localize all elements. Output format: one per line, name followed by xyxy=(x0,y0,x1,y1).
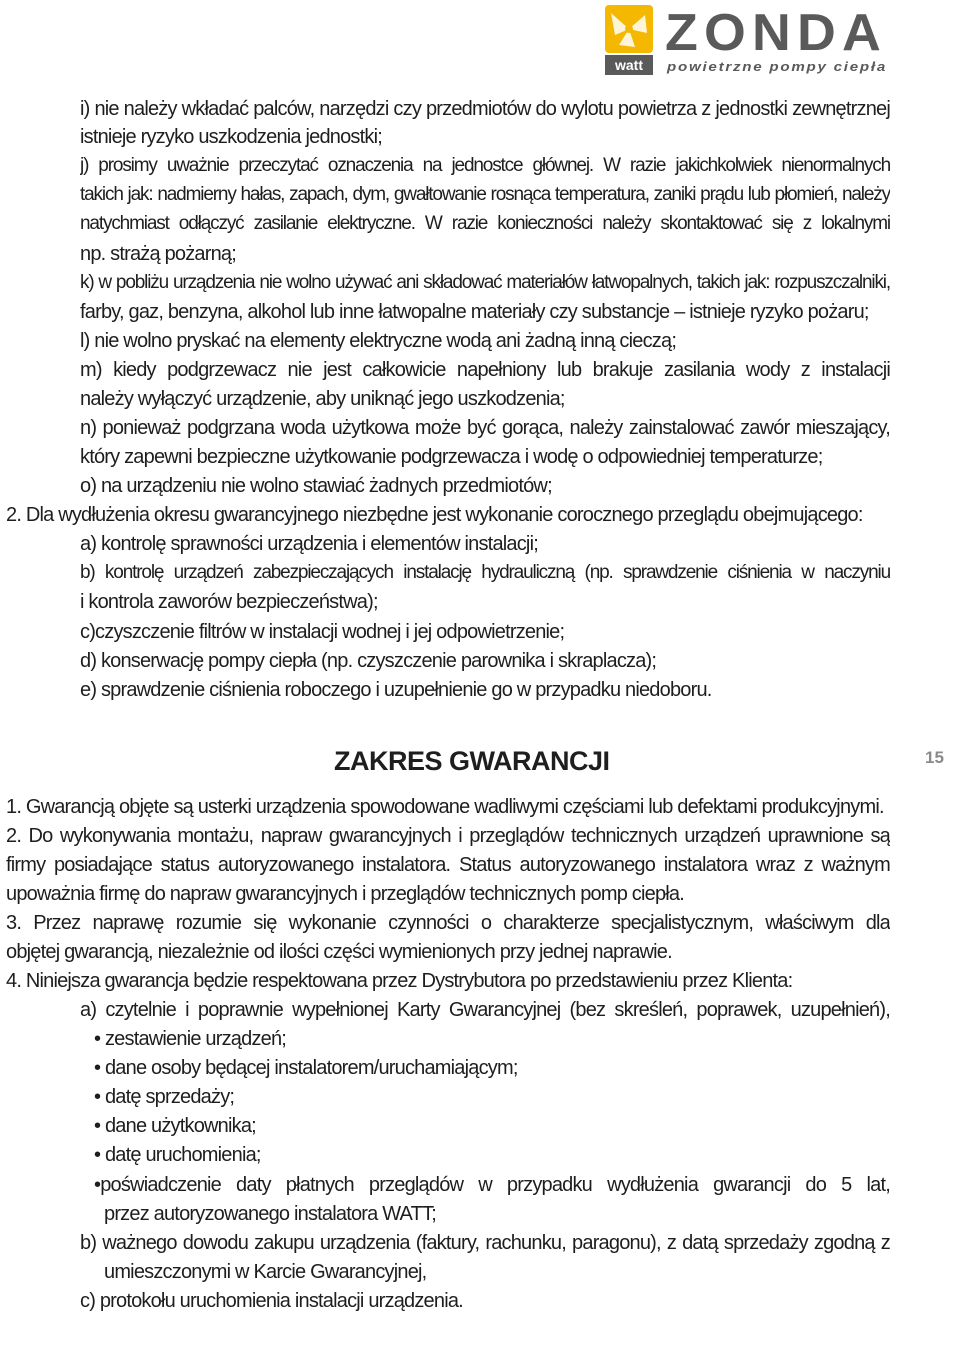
bullet-item-4: • dane użytkownika; xyxy=(94,1115,256,1137)
bullet-item-1: • zestawienie urządzeń; xyxy=(94,1028,287,1050)
text-line-k1: k) w pobliżu urządzenia nie wolno używać ani składować materiałów łatwopalnych, takich jak: rozpuszczalniki, xyxy=(80,272,890,293)
text-line-e1: e) sprawdzenie ciśnienia roboczego i uzupełnienie go w przypadku niedoboru. xyxy=(80,679,712,701)
text-line-gb1: b) ważnego dowodu zakupu urządzenia (faktury, rachunku, paragonu), z datą sprzedaży zgodną z xyxy=(80,1232,890,1254)
text-line-n1: n) ponieważ podgrzana woda użytkowa może być gorąca, należy zainstalować zawór mieszający, xyxy=(80,417,890,439)
text-line-section-2: 2. Dla wydłużenia okresu gwarancyjnego niezbędne jest wykonanie corocznego przeglądu obejmującego: xyxy=(6,504,863,526)
bullet-icon: • xyxy=(94,1174,101,1196)
logo-graphic xyxy=(605,5,895,77)
section-heading: ZAKRES GWARANCJI xyxy=(334,746,610,776)
logo-tagline: powietrzne pompy ciepła xyxy=(665,59,887,74)
bullet-item-6-continued: przez autoryzowanego instalatora WATT; xyxy=(104,1203,436,1225)
text-line-b2: i kontrola zaworów bezpieczeństwa); xyxy=(80,591,378,613)
bullet-item-2: • dane osoby będącej instalatorem/uruchamiającym; xyxy=(94,1057,518,1079)
bullet-icon: • xyxy=(94,1028,105,1050)
bullet-icon: • xyxy=(94,1144,105,1166)
text-line-gb2: umieszczonymi w Karcie Gwarancyjnej, xyxy=(104,1261,427,1283)
text-line-i1: i) nie należy wkładać palców, narzędzi czy przedmiotów do wylotu powietrza z jednostki zewnętrznej xyxy=(80,98,890,120)
bullet-icon: • xyxy=(94,1057,105,1079)
text-line-g2b: firmy posiadające status autoryzowanego instalatora. Status autoryzowanego instalatora wraz z ważnym xyxy=(6,854,890,876)
bullet-icon: • xyxy=(94,1086,105,1108)
text-line-g4: 4. Niniejsza gwarancja będzie respektowana przez Dystrybutora po przedstawieniu przez Klienta: xyxy=(6,970,793,992)
page-number: 15 xyxy=(925,748,944,767)
text-line-j4: np. strażą pożarną; xyxy=(80,243,237,265)
text-line-m1: m) kiedy podgrzewacz nie jest całkowicie napełniony lub brakuje zasilania wody z instalacji xyxy=(80,359,890,381)
watt-logo-text: watt xyxy=(615,57,643,73)
text-line-ga: a) czytelnie i poprawnie wypełnionej Karty Gwarancyjnej (bez skreśleń, poprawek, uzupełnień), xyxy=(80,999,890,1021)
text-line-g3b: objętej gwarancją, niezależnie od ilości części wymienionych przy jednej naprawie. xyxy=(6,941,672,963)
zonda-wordmark: ZONDA xyxy=(665,5,887,62)
bullet-item-5: • datę uruchomienia; xyxy=(94,1144,261,1166)
bullet-item-6: • poświadczenie daty płatnych przeglądów w przypadku wydłużenia gwarancji do 5 lat, xyxy=(94,1174,890,1196)
bullet-icon: • xyxy=(94,1115,105,1137)
text-line-j1: j) prosimy uważnie przeczytać oznaczenia na jednostce głównej. W razie jakichkolwiek nienormalnych xyxy=(80,155,890,176)
text-line-gc: c) protokołu uruchomienia instalacji urządzenia. xyxy=(80,1290,463,1312)
text-line-b1: b) kontrolę urządzeń zabezpieczających instalację hydrauliczną (np. sprawdzenie ciśnienia w naczyniu xyxy=(80,562,890,583)
text-line-g3a: 3. Przez naprawę rozumie się wykonanie czynności o charakterze specjalistycznym, właściwym dla xyxy=(6,912,890,934)
text-line-c1: c)czyszczenie filtrów w instalacji wodnej i jej odpowietrzenie; xyxy=(80,621,565,643)
text-line-l1: l) nie wolno pryskać na elementy elektryczne wodą ani żadną inną cieczą; xyxy=(80,330,677,352)
text-line-j2: takich jak: nadmierny hałas, zapach, dym, gwałtowanie rosnąca temperatura, zaniki prądu lub płomień, należy xyxy=(80,184,890,205)
text-line-g2a: 2. Do wykonywania montażu, napraw gwarancyjnych i przeglądów technicznych urządzeń uprawnione są xyxy=(6,825,890,847)
text-line-g1: 1. Gwarancją objęte są usterki urządzenia spowodowane wadliwymi częściami lub defektami produkcyjnymi. xyxy=(6,796,884,818)
text-line-o1: o) na urządzeniu nie wolno stawiać żadnych przedmiotów; xyxy=(80,475,552,497)
text-line-d1: d) konserwację pompy ciepła (np. czyszczenie parownika i skraplacza); xyxy=(80,650,657,672)
text-line-k2: farby, gaz, benzyna, alkohol lub inne łatwopalne materiały czy substancje – istnieje ryzyko pożaru; xyxy=(80,301,869,323)
text-line-n2: który zapewni bezpieczne użytkowanie podgrzewacza i wodę o odpowiedniej temperaturze; xyxy=(80,446,823,468)
text-line-a1: a) kontrolę sprawności urządzenia i elementów instalacji; xyxy=(80,533,538,555)
text-line-j3: natychmiast odłączyć zasilanie elektryczne. W razie konieczności należy skontaktować się z lokalnymi xyxy=(80,213,890,234)
bullet-item-3: • datę sprzedaży; xyxy=(94,1086,235,1108)
text-line-g2c: upoważnia firmę do napraw gwarancyjnych i przeglądów technicznych pomp ciepła. xyxy=(6,883,684,905)
text-line-i2: istnieje ryzyko uszkodzenia jednostki; xyxy=(80,126,382,148)
zonda-watt-logo xyxy=(605,5,895,77)
text-line-m2: należy wyłączyć urządzenie, aby uniknąć jego uszkodzenia; xyxy=(80,388,565,410)
